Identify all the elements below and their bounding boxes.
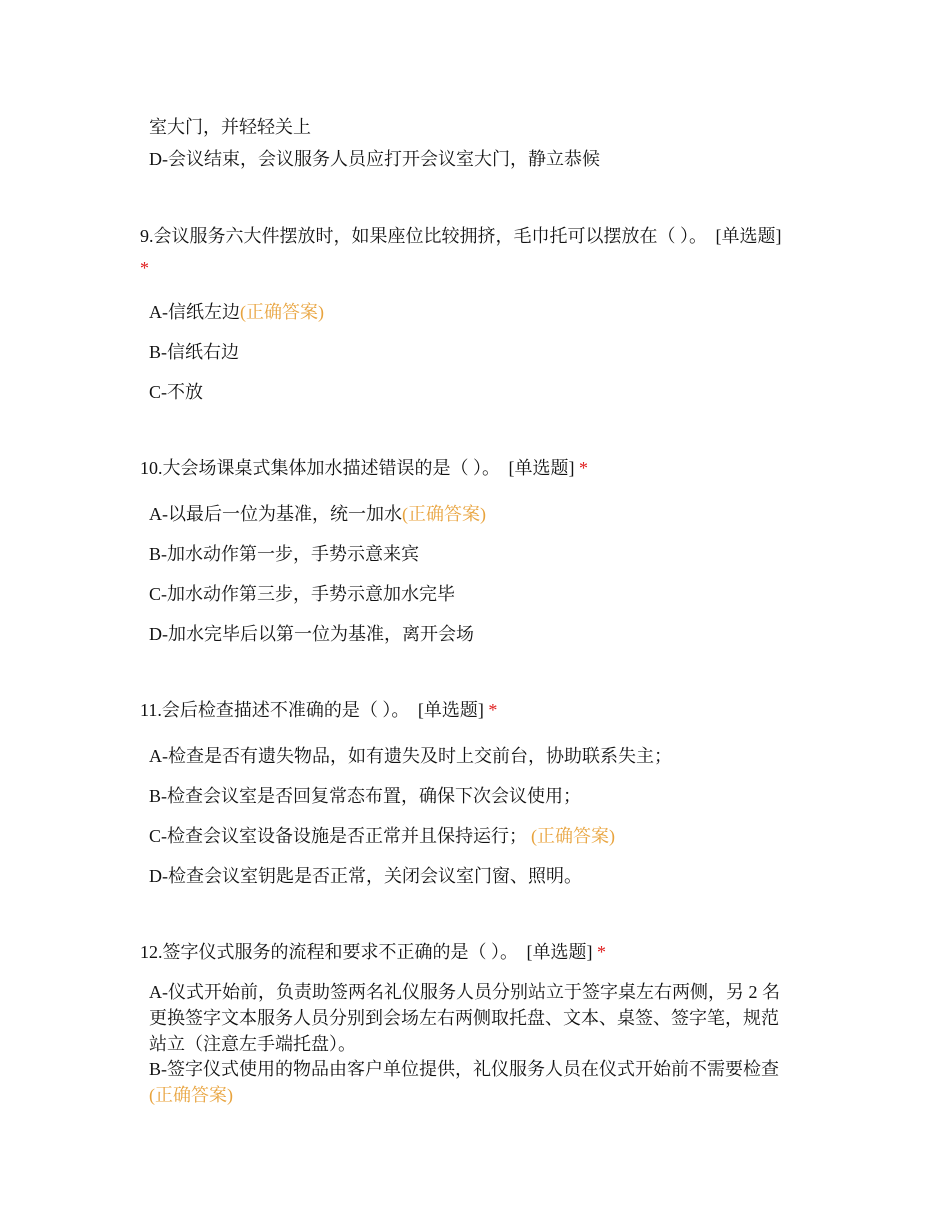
- question-stem: 12.签字仪式服务的流程和要求不正确的是（ ）。: [140, 942, 518, 962]
- option-text: B-信纸右边: [149, 342, 239, 362]
- question-stem: 9.会议服务六大件摆放时，如果座位比较拥挤，毛巾托可以摆放在（ ）。: [140, 226, 707, 246]
- option-text: A-以最后一位为基准，统一加水: [149, 504, 402, 524]
- q10-question: [140, 455, 588, 481]
- required-mark: *: [488, 700, 498, 720]
- q11-option-b: [149, 783, 581, 809]
- option-text: B-检查会议室是否回复常态布置，确保下次会议使用；: [149, 786, 581, 806]
- q9-option-a: [149, 299, 324, 325]
- question-type: [单选题]: [715, 226, 782, 246]
- q9-option-c: [149, 379, 203, 405]
- option-text: D-检查会议室钥匙是否正常，关闭会议室门窗、照明。: [149, 866, 582, 886]
- q12-option-b: B-签字仪式使用的物品由客户单位提供，礼仪服务人员在仪式开始前不需要检查: [149, 1059, 779, 1079]
- q11-option-a: [149, 743, 672, 769]
- required-mark: *: [140, 258, 149, 278]
- correct-answer-tag: (正确答案): [240, 302, 324, 322]
- option-text: C-加水动作第三步，手势示意加水完毕: [149, 584, 455, 604]
- option-text: A-信纸左边: [149, 302, 240, 322]
- option-text: D-加水完毕后以第一位为基准，离开会场: [149, 624, 474, 644]
- q12-question: [140, 939, 606, 965]
- question-stem: 10.大会场课桌式集体加水描述错误的是（ ）。: [140, 458, 500, 478]
- q10-option-d: [149, 621, 474, 647]
- q11-question: [140, 697, 497, 723]
- required-mark: *: [579, 458, 588, 478]
- option-text: B-加水动作第一步，手势示意来宾: [149, 544, 419, 564]
- question-stem: 11.会后检查描述不准确的是（ ）。: [140, 700, 410, 720]
- q9-option-b: [149, 339, 239, 365]
- q11-option-c: [149, 823, 615, 849]
- q8-option-c-continuation: 室大门，并轻轻关上: [149, 117, 311, 137]
- option-text: C-不放: [149, 382, 203, 402]
- question-type: [单选题]: [508, 458, 575, 478]
- q11-option-d: [149, 863, 582, 889]
- correct-answer-tag: (正确答案): [149, 1085, 233, 1105]
- q10-option-c: [149, 581, 455, 607]
- required-mark: *: [597, 942, 606, 962]
- option-text: C-检查会议室设备设施是否正常并且保持运行；: [149, 826, 527, 846]
- q8-option-d: D-会议结束，会议服务人员应打开会议室大门，静立恭候: [149, 149, 600, 169]
- correct-answer-tag: (正确答案): [531, 826, 615, 846]
- q12-option-a-line-1: A-仪式开始前，负责助签两名礼仪服务人员分别站立于签字桌左右两侧，另 2 名: [149, 982, 780, 1002]
- q9-question: [140, 223, 782, 249]
- q12-option-a-line-2: 更换签字文本服务人员分别到会场左右两侧取托盘、文本、桌签、签字笔，规范: [149, 1008, 779, 1028]
- correct-answer-tag: (正确答案): [402, 504, 486, 524]
- question-type: [单选题]: [526, 942, 593, 962]
- question-type: [单选题]: [417, 700, 484, 720]
- q12-option-a-line-3: 站立（注意左手端托盘）。: [149, 1034, 356, 1054]
- option-text: A-检查是否有遗失物品，如有遗失及时上交前台，协助联系失主；: [149, 746, 672, 766]
- q10-option-b: [149, 541, 419, 567]
- q10-option-a: [149, 501, 486, 527]
